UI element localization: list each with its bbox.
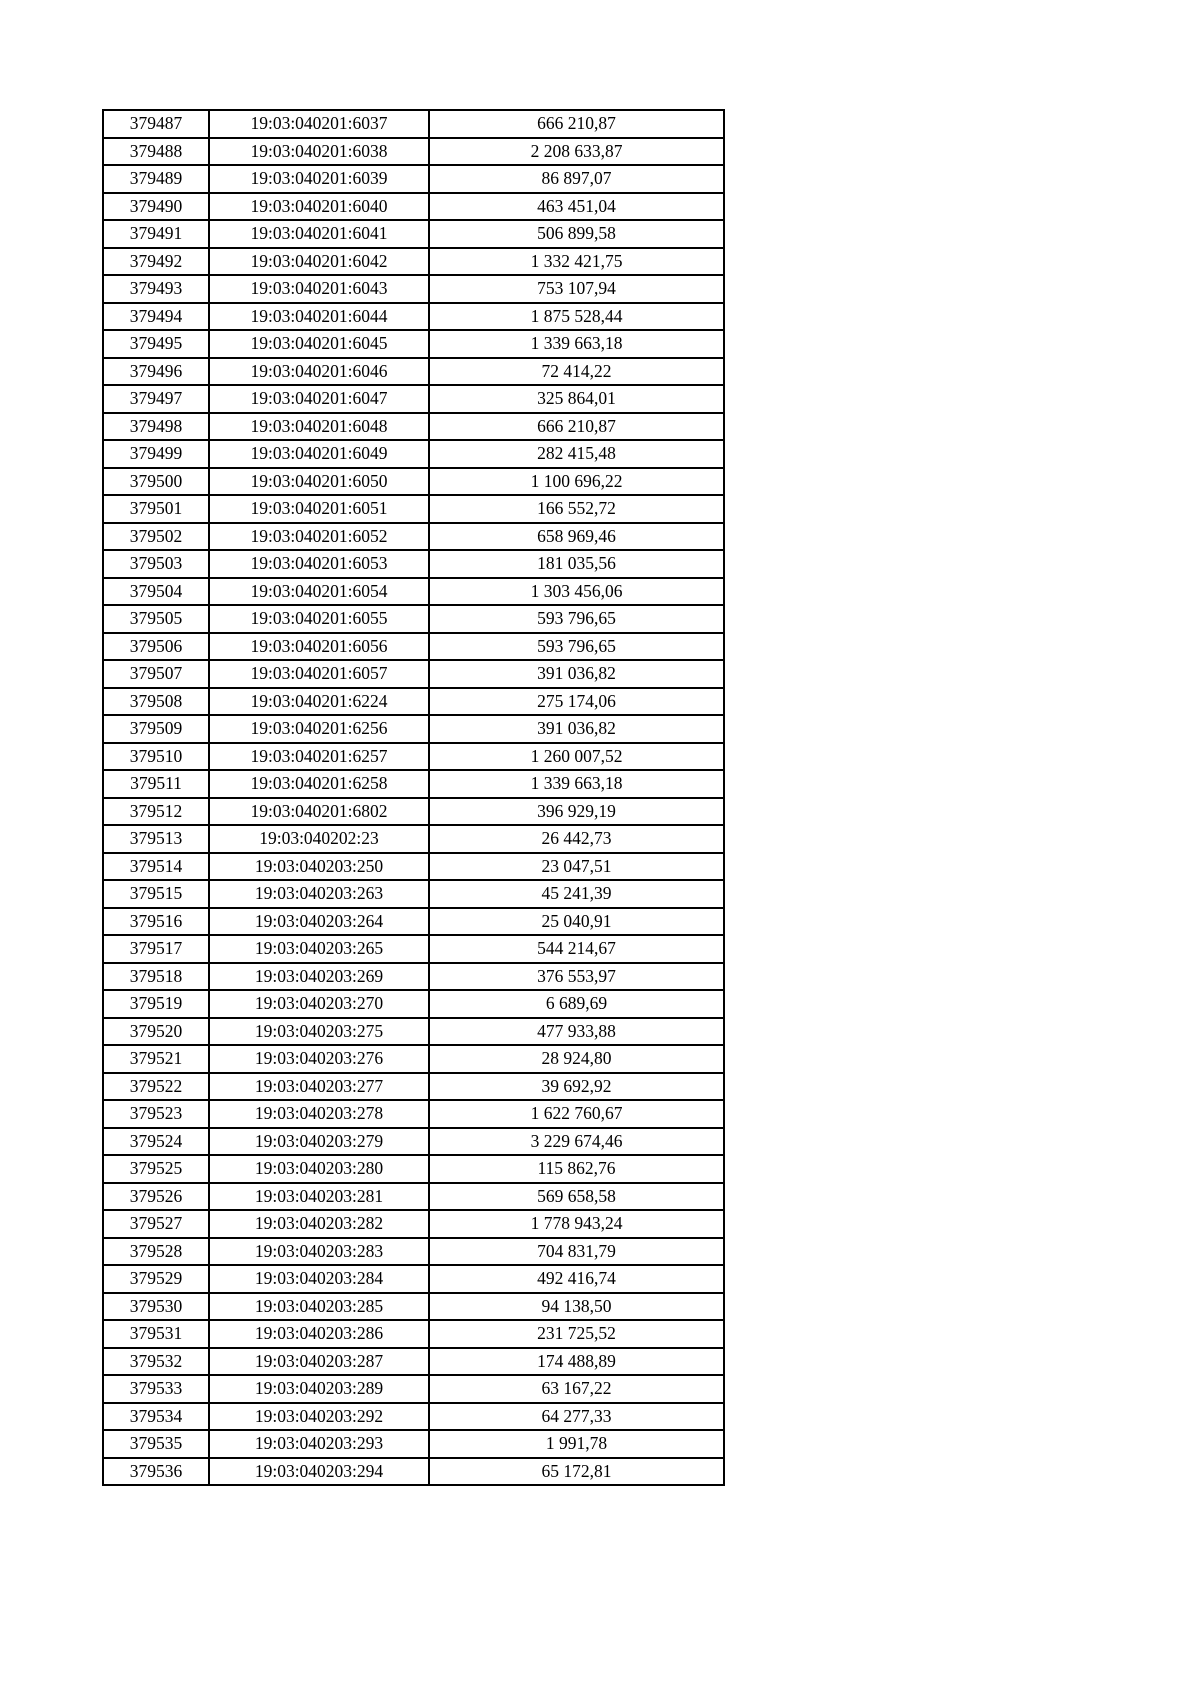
cadastral-number-cell: 19:03:040201:6038 <box>209 138 429 166</box>
cadastral-number-cell: 19:03:040201:6049 <box>209 440 429 468</box>
row-number-cell: 379519 <box>103 990 209 1018</box>
row-number-cell: 379507 <box>103 660 209 688</box>
cadastral-number-cell: 19:03:040203:278 <box>209 1100 429 1128</box>
table-row <box>103 1183 724 1211</box>
row-number-cell: 379487 <box>103 110 209 138</box>
row-number-cell: 379526 <box>103 1183 209 1211</box>
cadastral-number-cell: 19:03:040201:6055 <box>209 605 429 633</box>
value-cell: 391 036,82 <box>429 715 724 743</box>
cadastral-number-cell: 19:03:040203:286 <box>209 1320 429 1348</box>
cadastral-number-cell: 19:03:040203:294 <box>209 1458 429 1486</box>
cadastral-number-cell: 19:03:040203:277 <box>209 1073 429 1101</box>
cadastral-number-cell: 19:03:040201:6051 <box>209 495 429 523</box>
value-cell: 2 208 633,87 <box>429 138 724 166</box>
table-row <box>103 1265 724 1293</box>
row-number-cell: 379494 <box>103 303 209 331</box>
table-body <box>103 110 724 1485</box>
value-cell: 666 210,87 <box>429 413 724 441</box>
value-cell: 115 862,76 <box>429 1155 724 1183</box>
row-number-cell: 379506 <box>103 633 209 661</box>
table-row <box>103 660 724 688</box>
cadastral-number-cell: 19:03:040201:6047 <box>209 385 429 413</box>
table-row <box>103 220 724 248</box>
value-cell: 174 488,89 <box>429 1348 724 1376</box>
row-number-cell: 379535 <box>103 1430 209 1458</box>
value-cell: 1 778 943,24 <box>429 1210 724 1238</box>
table-row <box>103 578 724 606</box>
row-number-cell: 379495 <box>103 330 209 358</box>
row-number-cell: 379490 <box>103 193 209 221</box>
table-row <box>103 440 724 468</box>
value-cell: 463 451,04 <box>429 193 724 221</box>
value-cell: 275 174,06 <box>429 688 724 716</box>
row-number-cell: 379514 <box>103 853 209 881</box>
row-number-cell: 379500 <box>103 468 209 496</box>
cadastral-number-cell: 19:03:040203:250 <box>209 853 429 881</box>
row-number-cell: 379503 <box>103 550 209 578</box>
row-number-cell: 379525 <box>103 1155 209 1183</box>
table-row <box>103 1375 724 1403</box>
row-number-cell: 379534 <box>103 1403 209 1431</box>
cadastral-number-cell: 19:03:040203:282 <box>209 1210 429 1238</box>
table-row <box>103 1293 724 1321</box>
cadastral-number-cell: 19:03:040203:293 <box>209 1430 429 1458</box>
row-number-cell: 379511 <box>103 770 209 798</box>
value-cell: 181 035,56 <box>429 550 724 578</box>
value-cell: 63 167,22 <box>429 1375 724 1403</box>
row-number-cell: 379520 <box>103 1018 209 1046</box>
row-number-cell: 379512 <box>103 798 209 826</box>
row-number-cell: 379502 <box>103 523 209 551</box>
cadastral-number-cell: 19:03:040201:6257 <box>209 743 429 771</box>
value-cell: 25 040,91 <box>429 908 724 936</box>
table-row <box>103 1458 724 1486</box>
cadastral-number-cell: 19:03:040203:283 <box>209 1238 429 1266</box>
cadastral-number-cell: 19:03:040201:6802 <box>209 798 429 826</box>
row-number-cell: 379491 <box>103 220 209 248</box>
value-cell: 1 332 421,75 <box>429 248 724 276</box>
row-number-cell: 379501 <box>103 495 209 523</box>
table-row <box>103 688 724 716</box>
cadastral-number-cell: 19:03:040203:269 <box>209 963 429 991</box>
cadastral-number-cell: 19:03:040201:6037 <box>209 110 429 138</box>
value-cell: 65 172,81 <box>429 1458 724 1486</box>
cadastral-number-cell: 19:03:040201:6052 <box>209 523 429 551</box>
value-cell: 1 100 696,22 <box>429 468 724 496</box>
cadastral-number-cell: 19:03:040203:281 <box>209 1183 429 1211</box>
cadastral-number-cell: 19:03:040203:287 <box>209 1348 429 1376</box>
value-cell: 94 138,50 <box>429 1293 724 1321</box>
row-number-cell: 379533 <box>103 1375 209 1403</box>
value-cell: 593 796,65 <box>429 633 724 661</box>
cadastral-number-cell: 19:03:040201:6041 <box>209 220 429 248</box>
table-row <box>103 990 724 1018</box>
row-number-cell: 379509 <box>103 715 209 743</box>
row-number-cell: 379510 <box>103 743 209 771</box>
table-row <box>103 1430 724 1458</box>
table-row <box>103 605 724 633</box>
value-cell: 492 416,74 <box>429 1265 724 1293</box>
table-row <box>103 1403 724 1431</box>
cadastral-number-cell: 19:03:040201:6224 <box>209 688 429 716</box>
value-cell: 396 929,19 <box>429 798 724 826</box>
value-cell: 376 553,97 <box>429 963 724 991</box>
row-number-cell: 379489 <box>103 165 209 193</box>
value-cell: 544 214,67 <box>429 935 724 963</box>
table-row <box>103 385 724 413</box>
value-cell: 1 875 528,44 <box>429 303 724 331</box>
table-row <box>103 275 724 303</box>
value-cell: 28 924,80 <box>429 1045 724 1073</box>
value-cell: 658 969,46 <box>429 523 724 551</box>
value-cell: 86 897,07 <box>429 165 724 193</box>
cadastral-number-cell: 19:03:040203:275 <box>209 1018 429 1046</box>
value-cell: 45 241,39 <box>429 880 724 908</box>
table-row <box>103 165 724 193</box>
cadastral-number-cell: 19:03:040203:285 <box>209 1293 429 1321</box>
row-number-cell: 379513 <box>103 825 209 853</box>
value-cell: 1 991,78 <box>429 1430 724 1458</box>
table-row <box>103 1155 724 1183</box>
value-cell: 666 210,87 <box>429 110 724 138</box>
cadastral-number-cell: 19:03:040201:6258 <box>209 770 429 798</box>
value-cell: 1 339 663,18 <box>429 330 724 358</box>
row-number-cell: 379505 <box>103 605 209 633</box>
table-row <box>103 358 724 386</box>
row-number-cell: 379527 <box>103 1210 209 1238</box>
row-number-cell: 379516 <box>103 908 209 936</box>
row-number-cell: 379493 <box>103 275 209 303</box>
value-cell: 72 414,22 <box>429 358 724 386</box>
row-number-cell: 379492 <box>103 248 209 276</box>
cadastral-number-cell: 19:03:040201:6046 <box>209 358 429 386</box>
row-number-cell: 379531 <box>103 1320 209 1348</box>
row-number-cell: 379488 <box>103 138 209 166</box>
cadastral-number-cell: 19:03:040203:270 <box>209 990 429 1018</box>
value-cell: 1 303 456,06 <box>429 578 724 606</box>
row-number-cell: 379532 <box>103 1348 209 1376</box>
table-row <box>103 1128 724 1156</box>
table-row <box>103 330 724 358</box>
cadastral-number-cell: 19:03:040202:23 <box>209 825 429 853</box>
cadastral-number-cell: 19:03:040201:6050 <box>209 468 429 496</box>
row-number-cell: 379536 <box>103 1458 209 1486</box>
value-cell: 6 689,69 <box>429 990 724 1018</box>
table-row <box>103 1018 724 1046</box>
value-cell: 569 658,58 <box>429 1183 724 1211</box>
row-number-cell: 379530 <box>103 1293 209 1321</box>
cadastral-number-cell: 19:03:040201:6256 <box>209 715 429 743</box>
table-row <box>103 825 724 853</box>
table-row <box>103 880 724 908</box>
value-cell: 506 899,58 <box>429 220 724 248</box>
row-number-cell: 379523 <box>103 1100 209 1128</box>
table-row <box>103 523 724 551</box>
table-row <box>103 303 724 331</box>
cadastral-number-cell: 19:03:040203:289 <box>209 1375 429 1403</box>
table-row <box>103 468 724 496</box>
table-row <box>103 1348 724 1376</box>
table-row <box>103 935 724 963</box>
cadastral-number-cell: 19:03:040201:6056 <box>209 633 429 661</box>
cadastral-number-cell: 19:03:040203:263 <box>209 880 429 908</box>
value-cell: 3 229 674,46 <box>429 1128 724 1156</box>
cadastral-number-cell: 19:03:040201:6045 <box>209 330 429 358</box>
value-cell: 39 692,92 <box>429 1073 724 1101</box>
value-cell: 231 725,52 <box>429 1320 724 1348</box>
row-number-cell: 379518 <box>103 963 209 991</box>
value-cell: 593 796,65 <box>429 605 724 633</box>
table-row <box>103 1238 724 1266</box>
table-row <box>103 248 724 276</box>
table-row <box>103 1210 724 1238</box>
value-cell: 753 107,94 <box>429 275 724 303</box>
table-row <box>103 963 724 991</box>
cadastral-number-cell: 19:03:040201:6044 <box>209 303 429 331</box>
row-number-cell: 379508 <box>103 688 209 716</box>
table-row <box>103 110 724 138</box>
value-cell: 1 622 760,67 <box>429 1100 724 1128</box>
row-number-cell: 379498 <box>103 413 209 441</box>
value-cell: 391 036,82 <box>429 660 724 688</box>
row-number-cell: 379504 <box>103 578 209 606</box>
value-cell: 325 864,01 <box>429 385 724 413</box>
value-cell: 23 047,51 <box>429 853 724 881</box>
value-cell: 282 415,48 <box>429 440 724 468</box>
table-row <box>103 743 724 771</box>
table-row <box>103 1045 724 1073</box>
cadastral-number-cell: 19:03:040203:292 <box>209 1403 429 1431</box>
table-row <box>103 138 724 166</box>
cadastral-number-cell: 19:03:040201:6054 <box>209 578 429 606</box>
cadastral-number-cell: 19:03:040203:264 <box>209 908 429 936</box>
row-number-cell: 379497 <box>103 385 209 413</box>
value-cell: 477 933,88 <box>429 1018 724 1046</box>
value-cell: 1 339 663,18 <box>429 770 724 798</box>
value-cell: 1 260 007,52 <box>429 743 724 771</box>
value-cell: 26 442,73 <box>429 825 724 853</box>
cadastral-number-cell: 19:03:040201:6040 <box>209 193 429 221</box>
row-number-cell: 379522 <box>103 1073 209 1101</box>
cadastral-number-cell: 19:03:040203:265 <box>209 935 429 963</box>
row-number-cell: 379529 <box>103 1265 209 1293</box>
table-row <box>103 413 724 441</box>
cadastral-number-cell: 19:03:040201:6053 <box>209 550 429 578</box>
cadastral-number-cell: 19:03:040201:6042 <box>209 248 429 276</box>
row-number-cell: 379515 <box>103 880 209 908</box>
table-row <box>103 908 724 936</box>
cadastral-number-cell: 19:03:040203:284 <box>209 1265 429 1293</box>
row-number-cell: 379524 <box>103 1128 209 1156</box>
table-row <box>103 853 724 881</box>
cadastral-number-cell: 19:03:040201:6048 <box>209 413 429 441</box>
cadastral-number-cell: 19:03:040203:280 <box>209 1155 429 1183</box>
table-row <box>103 1073 724 1101</box>
value-cell: 64 277,33 <box>429 1403 724 1431</box>
table-row <box>103 495 724 523</box>
table-row <box>103 193 724 221</box>
cadastral-number-cell: 19:03:040203:276 <box>209 1045 429 1073</box>
cadastral-number-cell: 19:03:040201:6057 <box>209 660 429 688</box>
row-number-cell: 379517 <box>103 935 209 963</box>
table-row <box>103 633 724 661</box>
cadastral-number-cell: 19:03:040203:279 <box>209 1128 429 1156</box>
table-row <box>103 1320 724 1348</box>
row-number-cell: 379521 <box>103 1045 209 1073</box>
table-row <box>103 1100 724 1128</box>
cadastral-number-cell: 19:03:040201:6043 <box>209 275 429 303</box>
row-number-cell: 379496 <box>103 358 209 386</box>
cadastral-number-cell: 19:03:040201:6039 <box>209 165 429 193</box>
table-row <box>103 550 724 578</box>
table-row <box>103 798 724 826</box>
table-row <box>103 715 724 743</box>
row-number-cell: 379528 <box>103 1238 209 1266</box>
value-cell: 166 552,72 <box>429 495 724 523</box>
table-row <box>103 770 724 798</box>
cadastral-value-table <box>102 109 725 1486</box>
value-cell: 704 831,79 <box>429 1238 724 1266</box>
row-number-cell: 379499 <box>103 440 209 468</box>
